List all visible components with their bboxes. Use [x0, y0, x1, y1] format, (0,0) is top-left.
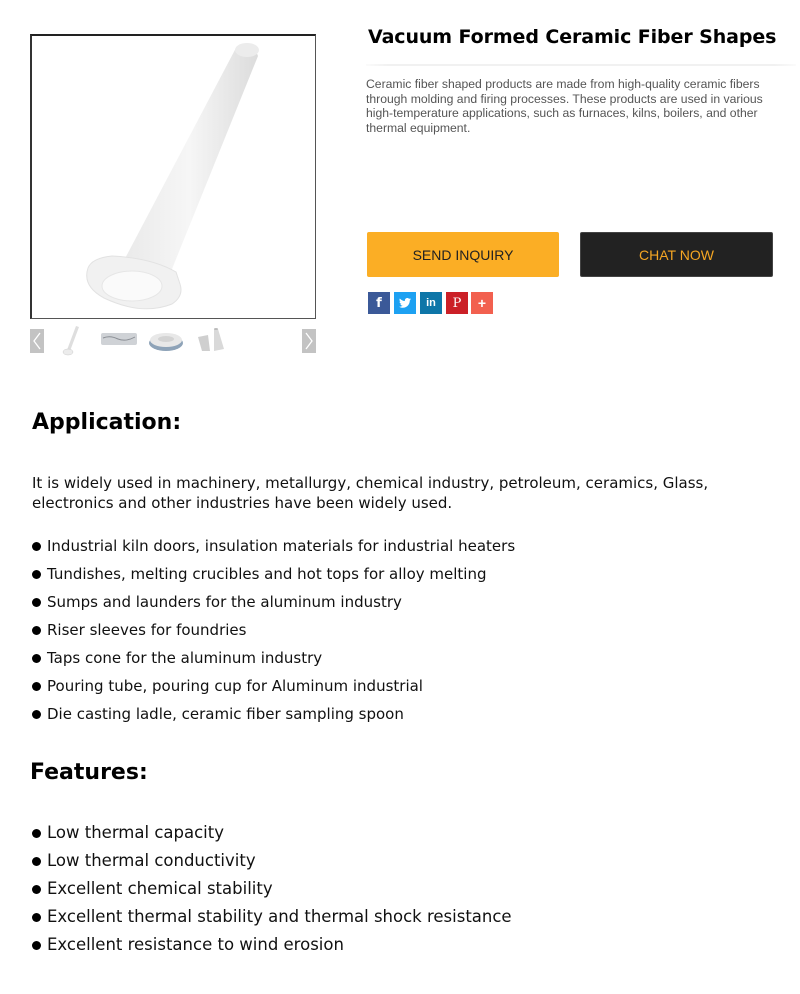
- list-item: Pouring tube, pouring cup for Aluminum industrial: [32, 672, 515, 700]
- ceramic-pouring-tube-image: [32, 36, 316, 319]
- list-item: Industrial kiln doors, insulation materials for industrial heaters: [32, 532, 515, 560]
- bullet-icon: [32, 829, 41, 838]
- list-item: Tundishes, melting crucibles and hot tops for alloy melting: [32, 560, 515, 588]
- share-more-button[interactable]: [471, 292, 493, 314]
- chat-now-button[interactable]: [580, 232, 773, 277]
- thumbnail-fiber-board[interactable]: [100, 325, 138, 357]
- thumbnail-strip: [30, 325, 316, 359]
- list-item: Low thermal conductivity: [32, 847, 512, 875]
- bullet-icon: [32, 710, 41, 719]
- thumbnail-prev-button[interactable]: [30, 329, 44, 353]
- share-twitter-button[interactable]: [394, 292, 416, 314]
- list-item: Excellent resistance to wind erosion: [32, 931, 512, 959]
- bullet-icon: [32, 654, 41, 663]
- thumbnail-cone-cup[interactable]: [192, 325, 230, 357]
- list-item: Low thermal capacity: [32, 819, 512, 847]
- list-item: Excellent thermal stability and thermal shock resistance: [32, 903, 512, 931]
- send-inquiry-button[interactable]: [367, 232, 559, 277]
- oval-tray-thumb-icon: [147, 325, 185, 357]
- application-heading: Application:: [32, 410, 182, 435]
- list-item: Taps cone for the aluminum industry: [32, 644, 515, 672]
- plus-icon: +: [477, 295, 487, 311]
- application-intro: It is widely used in machinery, metallurgy, chemical industry, petroleum, ceramics, Glass, electronics and other industries have been widely used.: [32, 474, 709, 512]
- twitter-icon: [399, 298, 411, 308]
- share-linkedin-button[interactable]: [420, 292, 442, 314]
- features-list: [32, 819, 512, 959]
- title-divider: [366, 64, 796, 66]
- share-pinterest-button[interactable]: [446, 292, 468, 314]
- cone-cup-thumb-icon: [192, 325, 230, 357]
- thumbnail-pouring-tube[interactable]: [52, 325, 90, 357]
- list-item: Die casting ladle, ceramic fiber sampling spoon: [32, 700, 515, 728]
- thumbnail-oval-tray[interactable]: [147, 325, 185, 357]
- bullet-icon: [32, 885, 41, 894]
- main-product-image[interactable]: [30, 34, 316, 319]
- thumbnail-next-button[interactable]: [302, 329, 316, 353]
- chevron-right-icon: [304, 332, 314, 350]
- bullet-icon: [32, 542, 41, 551]
- product-title: Vacuum Formed Ceramic Fiber Shapes: [368, 26, 777, 48]
- pinterest-icon: P: [452, 295, 462, 311]
- bullet-icon: [32, 682, 41, 691]
- features-heading: Features:: [30, 760, 148, 785]
- chevron-left-icon: [32, 332, 42, 350]
- share-facebook-button[interactable]: [368, 292, 390, 314]
- linkedin-icon: in: [426, 297, 436, 309]
- fiber-board-thumb-icon: [100, 325, 138, 357]
- list-item: Excellent chemical stability: [32, 875, 512, 903]
- application-list: [32, 532, 515, 728]
- product-description: Ceramic fiber shaped products are made from high-quality ceramic fibers through molding and firing processes. These products are used in various high-temperature applications, such as furnaces, kilns, boilers, and other thermal equipment.: [366, 77, 763, 135]
- bullet-icon: [32, 598, 41, 607]
- list-item: Sumps and launders for the aluminum industry: [32, 588, 515, 616]
- pouring-tube-thumb-icon: [52, 325, 90, 357]
- bullet-icon: [32, 941, 41, 950]
- bullet-icon: [32, 570, 41, 579]
- chat-now-label: CHAT NOW: [639, 246, 714, 263]
- send-inquiry-label: SEND INQUIRY: [412, 246, 514, 263]
- bullet-icon: [32, 626, 41, 635]
- bullet-icon: [32, 913, 41, 922]
- bullet-icon: [32, 857, 41, 866]
- list-item: Riser sleeves for foundries: [32, 616, 515, 644]
- facebook-icon: f: [376, 295, 382, 311]
